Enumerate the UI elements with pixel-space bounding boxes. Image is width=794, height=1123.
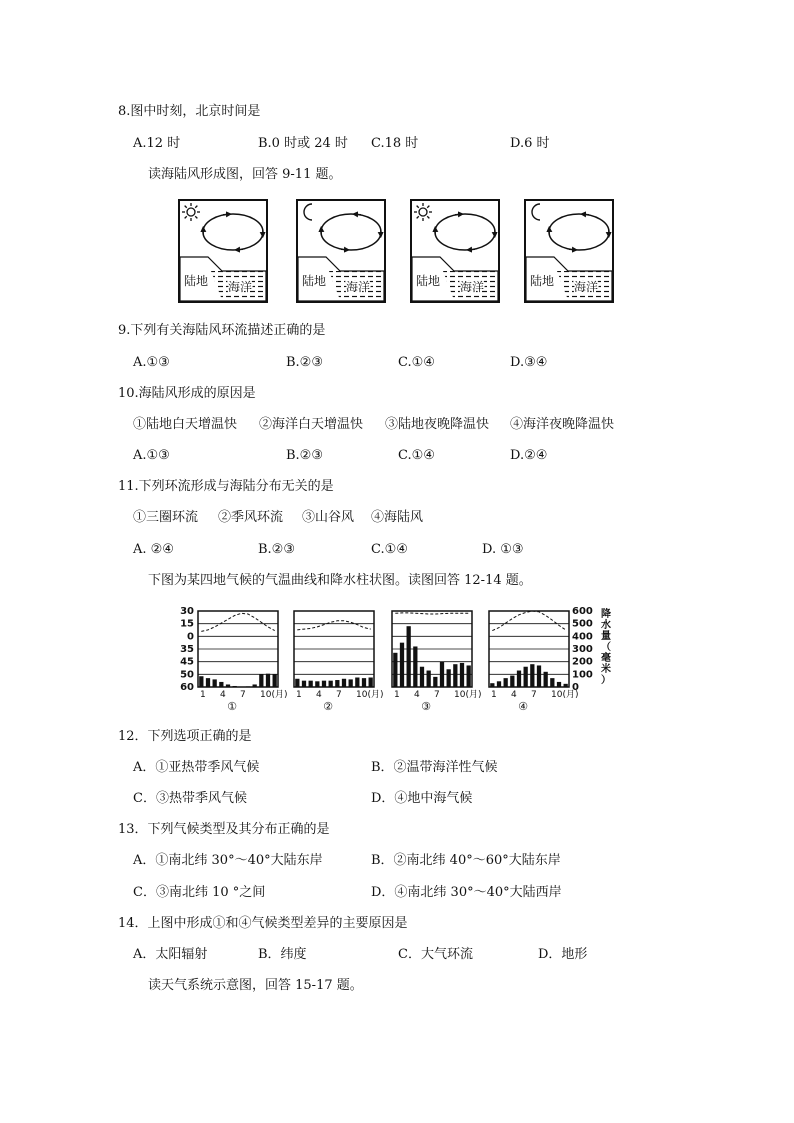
precipitation-bar xyxy=(349,679,353,687)
left-axis-tick: 15 xyxy=(180,618,194,630)
panel-label: ③ xyxy=(421,700,431,713)
x-tick-label: 1 xyxy=(200,690,206,700)
q10-option-b[interactable]: B.②③ xyxy=(286,448,323,463)
q11-statement-3: ③山谷风 xyxy=(302,510,355,525)
precipitation-bar xyxy=(302,681,306,687)
q10-option-c[interactable]: C.①④ xyxy=(398,448,435,463)
precipitation-bar xyxy=(497,681,501,687)
land-label: 陆地 xyxy=(302,274,327,288)
precipitation-bar xyxy=(433,677,437,687)
panel-label: ④ xyxy=(518,700,528,713)
x-tick-label: 1 xyxy=(394,690,400,700)
right-axis-title-char: 水 xyxy=(601,620,611,631)
panel-label: ① xyxy=(227,700,237,713)
q10-statement-2: ②海洋白天增温快 xyxy=(259,417,364,432)
precipitation-bar xyxy=(460,663,464,687)
precipitation-bar xyxy=(564,684,568,687)
sea-land-panel xyxy=(179,200,267,302)
x-tick-label: 1 xyxy=(296,690,302,700)
sea-land-breeze-figure xyxy=(178,197,618,305)
q14-option-c[interactable]: C．大气环流 xyxy=(398,947,473,962)
intro-9-11: 读海陆风形成图，回答 9-11 题。 xyxy=(148,167,342,182)
precipitation-bar xyxy=(322,681,326,687)
right-axis-tick: 600 xyxy=(572,606,593,617)
land-label: 陆地 xyxy=(530,274,555,288)
q9-option-c[interactable]: C.①④ xyxy=(398,355,435,370)
precipitation-bar xyxy=(550,678,554,687)
q12-option-a[interactable]: A．①亚热带季风气候 xyxy=(133,760,260,775)
left-axis-tick: 35 xyxy=(180,644,194,655)
q13-option-a[interactable]: A．①南北纬 30°～40°大陆东岸 xyxy=(133,853,323,868)
q12-option-b[interactable]: B．②温带海洋性气候 xyxy=(371,760,498,775)
precipitation-bar xyxy=(413,646,417,687)
q9-option-a[interactable]: A.①③ xyxy=(133,355,170,370)
left-axis-tick: 0 xyxy=(187,631,194,643)
q11-option-a[interactable]: A. ②④ xyxy=(133,542,174,557)
precipitation-bar xyxy=(427,671,431,687)
precipitation-bar xyxy=(266,674,270,687)
precipitation-bar xyxy=(253,684,257,687)
climate-charts-figure xyxy=(178,603,618,713)
x-tick-label: 4 xyxy=(316,690,322,700)
sea-label: 海洋 xyxy=(228,280,253,294)
q14-option-d[interactable]: D．地形 xyxy=(538,947,588,962)
question-9-stem: 9.下列有关海陆风环流描述正确的是 xyxy=(118,323,326,338)
precipitation-bar xyxy=(467,665,471,687)
x-tick-label: 4 xyxy=(511,690,517,700)
precipitation-bar xyxy=(407,626,411,687)
precipitation-bar xyxy=(309,681,313,687)
precipitation-bar xyxy=(524,667,528,687)
precipitation-bar xyxy=(517,671,521,687)
q10-statement-3: ③陆地夜晚降温快 xyxy=(385,417,490,432)
sea-land-panel xyxy=(525,200,613,302)
question-10-stem: 10.海陆风形成的原因是 xyxy=(118,386,256,401)
q8-option-d[interactable]: D.6 时 xyxy=(510,136,550,151)
q11-statement-1: ①三圈环流 xyxy=(133,510,199,525)
question-11-stem: 11.下列环流形成与海陆分布无关的是 xyxy=(118,479,334,494)
precipitation-bar xyxy=(400,643,404,687)
q13-option-b[interactable]: B．②南北纬 40°～60°大陆东岸 xyxy=(371,853,561,868)
sea-land-panel xyxy=(297,200,385,302)
right-axis-title-char: 毫 xyxy=(601,653,611,664)
q11-statement-2: ②季风环流 xyxy=(218,510,284,525)
precipitation-bar xyxy=(510,676,514,687)
sea-label: 海洋 xyxy=(460,280,485,294)
precipitation-bar xyxy=(335,680,339,687)
x-tick-label: 10(月) xyxy=(356,690,384,700)
x-tick-label: 4 xyxy=(220,690,226,700)
x-tick-label: 7 xyxy=(434,690,440,700)
precipitation-bar xyxy=(393,653,397,687)
q8-option-c[interactable]: C.18 时 xyxy=(371,136,419,151)
sea-land-panel xyxy=(411,200,499,302)
precipitation-bar xyxy=(440,662,444,687)
q10-statement-1: ①陆地白天增温快 xyxy=(133,417,238,432)
question-14-stem: 14．上图中形成①和④气候类型差异的主要原因是 xyxy=(118,916,408,931)
q11-option-b[interactable]: B.②③ xyxy=(258,542,295,557)
precipitation-bar xyxy=(447,669,451,687)
right-axis-tick: 500 xyxy=(572,618,593,630)
x-tick-label: 7 xyxy=(336,690,342,700)
question-13-stem: 13．下列气候类型及其分布正确的是 xyxy=(118,822,330,837)
precipitation-bar xyxy=(315,681,319,687)
question-12-stem: 12．下列选项正确的是 xyxy=(118,729,252,744)
right-axis-tick: 100 xyxy=(572,669,593,681)
q11-statement-4: ④海陆风 xyxy=(371,510,424,525)
x-tick-label: 7 xyxy=(531,690,537,700)
precipitation-bar xyxy=(355,678,359,688)
precipitation-bar xyxy=(213,679,217,687)
precipitation-bar xyxy=(206,678,210,687)
precipitation-bar xyxy=(329,681,333,687)
precipitation-bar xyxy=(504,678,508,687)
precipitation-bar xyxy=(342,679,346,687)
left-axis-tick: 50 xyxy=(180,669,194,681)
x-tick-label: 1 xyxy=(491,690,497,700)
q11-option-d[interactable]: D. ①③ xyxy=(482,542,524,557)
precipitation-bar xyxy=(537,665,541,687)
precipitation-bar xyxy=(233,686,237,687)
precipitation-bar xyxy=(544,672,548,687)
climate-panel xyxy=(294,611,383,713)
q10-option-a[interactable]: A.①③ xyxy=(133,448,170,463)
sea-label: 海洋 xyxy=(574,280,599,294)
precipitation-bar xyxy=(369,678,373,688)
precipitation-bar xyxy=(295,679,299,687)
right-axis-title-char: （ xyxy=(601,642,611,653)
q11-option-c[interactable]: C.①④ xyxy=(371,542,408,557)
precipitation-bar xyxy=(362,678,366,687)
q12-option-d[interactable]: D．④地中海气候 xyxy=(371,791,473,806)
precipitation-bar xyxy=(246,686,250,687)
q8-option-b[interactable]: B.0 时或 24 时 xyxy=(258,136,348,151)
right-axis-title-char: 降 xyxy=(601,609,611,620)
x-tick-label: 7 xyxy=(240,690,246,700)
q8-option-a[interactable]: A.12 时 xyxy=(133,136,181,151)
panel-label: ② xyxy=(323,700,333,713)
right-axis-title-char: ） xyxy=(601,675,611,686)
x-tick-label: 10(月) xyxy=(260,690,288,700)
precipitation-bar xyxy=(453,664,457,687)
q10-option-d[interactable]: D.②④ xyxy=(510,448,548,463)
precipitation-bar xyxy=(226,684,230,687)
x-tick-label: 4 xyxy=(414,690,420,700)
q14-option-b[interactable]: B．纬度 xyxy=(258,947,307,962)
left-axis-tick: 60 xyxy=(180,682,194,693)
climate-panel xyxy=(198,611,287,713)
right-axis-tick: 0 xyxy=(572,682,579,693)
intro-12-14: 下图为某四地气候的气温曲线和降水柱状图。读图回答 12-14 题。 xyxy=(148,573,532,588)
climate-panel xyxy=(392,611,481,713)
precipitation-bar xyxy=(273,674,277,687)
intro-15-17: 读天气系统示意图，回答 15-17 题。 xyxy=(148,978,363,993)
q13-option-d[interactable]: D．④南北纬 30°～40°大陆西岸 xyxy=(371,885,562,900)
land-label: 陆地 xyxy=(184,274,209,288)
right-axis-title-char: 量 xyxy=(601,631,611,642)
precipitation-bar xyxy=(219,682,223,687)
q9-option-b[interactable]: B.②③ xyxy=(286,355,323,370)
x-tick-label: 10(月) xyxy=(454,690,482,700)
right-axis-tick: 200 xyxy=(572,656,593,668)
sea-label: 海洋 xyxy=(346,280,371,294)
land-label: 陆地 xyxy=(416,274,441,288)
right-axis-tick: 400 xyxy=(572,631,593,643)
left-axis-tick: 30 xyxy=(180,606,194,617)
right-axis-tick: 300 xyxy=(572,644,593,655)
right-axis-title-char: 米 xyxy=(601,664,611,675)
q14-option-a[interactable]: A．太阳辐射 xyxy=(133,947,208,962)
precipitation-bar xyxy=(530,664,534,687)
q12-option-c[interactable]: C．③热带季风气候 xyxy=(133,791,247,806)
climate-panel xyxy=(489,611,578,713)
q9-option-d[interactable]: D.③④ xyxy=(510,355,548,370)
precipitation-bar xyxy=(557,682,561,687)
precipitation-bar xyxy=(490,683,494,687)
question-8-stem: 8.图中时刻，北京时间是 xyxy=(118,104,261,119)
precipitation-bar xyxy=(259,674,263,687)
left-axis-tick: 45 xyxy=(180,656,194,668)
x-tick-label: 10(月) xyxy=(551,690,579,700)
q13-option-c[interactable]: C．③南北纬 10 °之间 xyxy=(133,885,266,900)
precipitation-bar xyxy=(420,667,424,687)
q10-statement-4: ④海洋夜晚降温快 xyxy=(510,417,615,432)
precipitation-bar xyxy=(199,676,203,687)
